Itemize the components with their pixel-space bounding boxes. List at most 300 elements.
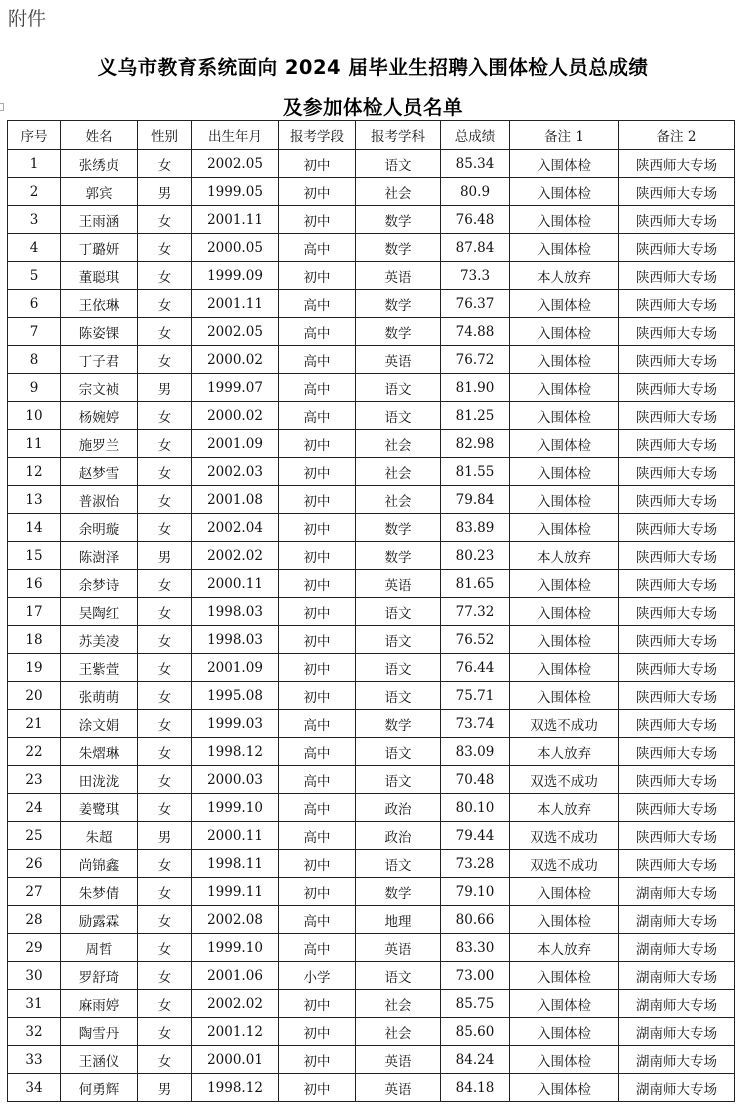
cell-birth: 2000.03 bbox=[192, 766, 279, 794]
table-row bbox=[8, 794, 735, 822]
cell-subject: 数学 bbox=[356, 542, 441, 570]
table-row bbox=[8, 346, 735, 374]
cell-gender: 女 bbox=[138, 486, 192, 514]
cell-score: 76.52 bbox=[441, 626, 510, 654]
cell-name: 杨婉婷 bbox=[61, 402, 138, 430]
cell-subject: 语文 bbox=[356, 766, 441, 794]
table-row bbox=[8, 878, 735, 906]
cell-birth: 2001.09 bbox=[192, 430, 279, 458]
cell-name: 郭宾 bbox=[61, 178, 138, 206]
cell-level: 高中 bbox=[279, 374, 356, 402]
cell-gender: 女 bbox=[138, 262, 192, 290]
cell-note2: 陕西师大专场 bbox=[619, 430, 735, 458]
cell-index: 20 bbox=[8, 682, 61, 710]
cell-gender: 女 bbox=[138, 766, 192, 794]
cell-note2: 陕西师大专场 bbox=[619, 822, 735, 850]
col-header-index: 序号 bbox=[8, 121, 61, 150]
cell-index: 27 bbox=[8, 878, 61, 906]
cell-gender: 女 bbox=[138, 738, 192, 766]
table-row bbox=[8, 990, 735, 1018]
cell-name: 王依琳 bbox=[61, 290, 138, 318]
col-header-subject: 报考学科 bbox=[356, 121, 441, 150]
cell-score: 79.84 bbox=[441, 486, 510, 514]
table-row bbox=[8, 374, 735, 402]
attachment-label: 附件 bbox=[8, 8, 47, 30]
cell-note2: 陕西师大专场 bbox=[619, 654, 735, 682]
cell-name: 朱超 bbox=[61, 822, 138, 850]
cell-note2: 陕西师大专场 bbox=[619, 402, 735, 430]
cell-score: 81.65 bbox=[441, 570, 510, 598]
col-header-note1: 备注 1 bbox=[510, 121, 619, 150]
cell-level: 初中 bbox=[279, 262, 356, 290]
cell-subject: 数学 bbox=[356, 710, 441, 738]
cell-name: 普淑怡 bbox=[61, 486, 138, 514]
cell-subject: 数学 bbox=[356, 878, 441, 906]
cell-note2: 陕西师大专场 bbox=[619, 374, 735, 402]
cell-name: 陈澍泽 bbox=[61, 542, 138, 570]
cell-note1: 双选不成功 bbox=[510, 710, 619, 738]
cell-gender: 女 bbox=[138, 514, 192, 542]
cell-index: 28 bbox=[8, 906, 61, 934]
cell-name: 宗文祯 bbox=[61, 374, 138, 402]
cell-score: 73.3 bbox=[441, 262, 510, 290]
cell-score: 87.84 bbox=[441, 234, 510, 262]
cell-level: 初中 bbox=[279, 990, 356, 1018]
cell-level: 初中 bbox=[279, 878, 356, 906]
cell-note1: 双选不成功 bbox=[510, 850, 619, 878]
cell-score: 81.90 bbox=[441, 374, 510, 402]
cell-name: 余梦诗 bbox=[61, 570, 138, 598]
table-row bbox=[8, 206, 735, 234]
cell-score: 73.74 bbox=[441, 710, 510, 738]
cell-name: 罗舒琦 bbox=[61, 962, 138, 990]
cell-subject: 语文 bbox=[356, 402, 441, 430]
cell-score: 80.66 bbox=[441, 906, 510, 934]
cell-index: 3 bbox=[8, 206, 61, 234]
cell-note2: 湖南师大专场 bbox=[619, 962, 735, 990]
table-row bbox=[8, 1074, 735, 1102]
cell-birth: 1999.05 bbox=[192, 178, 279, 206]
cell-note2: 陕西师大专场 bbox=[619, 542, 735, 570]
cell-birth: 1998.03 bbox=[192, 598, 279, 626]
cell-note2: 湖南师大专场 bbox=[619, 1018, 735, 1046]
cell-birth: 2000.01 bbox=[192, 1046, 279, 1074]
cell-level: 高中 bbox=[279, 402, 356, 430]
cell-score: 79.10 bbox=[441, 878, 510, 906]
cell-note2: 湖南师大专场 bbox=[619, 878, 735, 906]
cell-name: 苏美凌 bbox=[61, 626, 138, 654]
cell-score: 85.60 bbox=[441, 1018, 510, 1046]
cell-level: 小学 bbox=[279, 962, 356, 990]
cell-note2: 陕西师大专场 bbox=[619, 206, 735, 234]
table-row bbox=[8, 906, 735, 934]
cell-note1: 入围体检 bbox=[510, 962, 619, 990]
cell-note1: 本人放弃 bbox=[510, 542, 619, 570]
col-header-score: 总成绩 bbox=[441, 121, 510, 150]
cell-level: 高中 bbox=[279, 906, 356, 934]
cell-note2: 陕西师大专场 bbox=[619, 598, 735, 626]
table-header-row bbox=[8, 121, 735, 150]
cell-note1: 入围体检 bbox=[510, 318, 619, 346]
cell-index: 6 bbox=[8, 290, 61, 318]
cell-subject: 英语 bbox=[356, 1074, 441, 1102]
cell-name: 王雨涵 bbox=[61, 206, 138, 234]
cell-score: 83.89 bbox=[441, 514, 510, 542]
cell-subject: 语文 bbox=[356, 626, 441, 654]
table-row bbox=[8, 290, 735, 318]
cell-note2: 湖南师大专场 bbox=[619, 1046, 735, 1074]
cell-gender: 女 bbox=[138, 346, 192, 374]
cell-name: 张萌萌 bbox=[61, 682, 138, 710]
cell-index: 9 bbox=[8, 374, 61, 402]
cell-level: 高中 bbox=[279, 934, 356, 962]
cell-subject: 英语 bbox=[356, 934, 441, 962]
cell-note2: 湖南师大专场 bbox=[619, 906, 735, 934]
cell-index: 17 bbox=[8, 598, 61, 626]
table-row bbox=[8, 318, 735, 346]
cell-score: 79.44 bbox=[441, 822, 510, 850]
cell-note1: 入围体检 bbox=[510, 374, 619, 402]
cell-note1: 入围体检 bbox=[510, 570, 619, 598]
cell-birth: 1998.11 bbox=[192, 850, 279, 878]
cell-note1: 入围体检 bbox=[510, 906, 619, 934]
margin-marker bbox=[0, 103, 4, 111]
cell-level: 高中 bbox=[279, 318, 356, 346]
cell-name: 涂文娟 bbox=[61, 710, 138, 738]
cell-note2: 陕西师大专场 bbox=[619, 458, 735, 486]
table-row bbox=[8, 458, 735, 486]
cell-subject: 社会 bbox=[356, 430, 441, 458]
cell-note1: 入围体检 bbox=[510, 990, 619, 1018]
cell-note2: 陕西师大专场 bbox=[619, 738, 735, 766]
cell-birth: 2002.04 bbox=[192, 514, 279, 542]
table-row bbox=[8, 486, 735, 514]
cell-gender: 女 bbox=[138, 570, 192, 598]
cell-name: 尚锦鑫 bbox=[61, 850, 138, 878]
cell-gender: 女 bbox=[138, 794, 192, 822]
cell-gender: 男 bbox=[138, 1074, 192, 1102]
cell-note2: 陕西师大专场 bbox=[619, 794, 735, 822]
cell-subject: 语文 bbox=[356, 374, 441, 402]
cell-name: 姜鹭琪 bbox=[61, 794, 138, 822]
cell-score: 76.48 bbox=[441, 206, 510, 234]
cell-note2: 陕西师大专场 bbox=[619, 346, 735, 374]
table-row bbox=[8, 738, 735, 766]
table-row bbox=[8, 402, 735, 430]
cell-note2: 陕西师大专场 bbox=[619, 850, 735, 878]
cell-note2: 陕西师大专场 bbox=[619, 178, 735, 206]
cell-note1: 入围体检 bbox=[510, 598, 619, 626]
table-row bbox=[8, 542, 735, 570]
cell-index: 29 bbox=[8, 934, 61, 962]
cell-subject: 数学 bbox=[356, 234, 441, 262]
cell-level: 初中 bbox=[279, 178, 356, 206]
cell-score: 81.25 bbox=[441, 402, 510, 430]
cell-name: 朱梦倩 bbox=[61, 878, 138, 906]
cell-index: 8 bbox=[8, 346, 61, 374]
cell-note1: 入围体检 bbox=[510, 234, 619, 262]
cell-note1: 入围体检 bbox=[510, 430, 619, 458]
cell-index: 2 bbox=[8, 178, 61, 206]
cell-note2: 陕西师大专场 bbox=[619, 486, 735, 514]
cell-index: 32 bbox=[8, 1018, 61, 1046]
cell-birth: 2000.11 bbox=[192, 822, 279, 850]
col-header-note2: 备注 2 bbox=[619, 121, 735, 150]
cell-name: 麻雨婷 bbox=[61, 990, 138, 1018]
cell-level: 初中 bbox=[279, 542, 356, 570]
cell-score: 83.09 bbox=[441, 738, 510, 766]
cell-birth: 2001.09 bbox=[192, 654, 279, 682]
cell-gender: 女 bbox=[138, 318, 192, 346]
cell-note2: 湖南师大专场 bbox=[619, 934, 735, 962]
cell-score: 83.30 bbox=[441, 934, 510, 962]
cell-level: 初中 bbox=[279, 430, 356, 458]
cell-index: 11 bbox=[8, 430, 61, 458]
cell-score: 84.18 bbox=[441, 1074, 510, 1102]
cell-note1: 本人放弃 bbox=[510, 934, 619, 962]
cell-note1: 本人放弃 bbox=[510, 794, 619, 822]
cell-subject: 社会 bbox=[356, 990, 441, 1018]
cell-name: 王涵仪 bbox=[61, 1046, 138, 1074]
cell-birth: 1999.11 bbox=[192, 878, 279, 906]
cell-gender: 男 bbox=[138, 178, 192, 206]
cell-level: 高中 bbox=[279, 710, 356, 738]
cell-subject: 语文 bbox=[356, 682, 441, 710]
cell-index: 30 bbox=[8, 962, 61, 990]
cell-note1: 入围体检 bbox=[510, 878, 619, 906]
cell-level: 高中 bbox=[279, 766, 356, 794]
cell-level: 初中 bbox=[279, 486, 356, 514]
table-row bbox=[8, 178, 735, 206]
cell-index: 4 bbox=[8, 234, 61, 262]
cell-gender: 女 bbox=[138, 710, 192, 738]
cell-level: 高中 bbox=[279, 346, 356, 374]
cell-index: 24 bbox=[8, 794, 61, 822]
table-row bbox=[8, 710, 735, 738]
cell-score: 82.98 bbox=[441, 430, 510, 458]
cell-name: 丁璐妍 bbox=[61, 234, 138, 262]
document-subtitle: 及参加体检人员名单 bbox=[282, 96, 463, 119]
cell-index: 1 bbox=[8, 150, 61, 178]
cell-birth: 2000.02 bbox=[192, 402, 279, 430]
cell-note2: 陕西师大专场 bbox=[619, 150, 735, 178]
table-row bbox=[8, 850, 735, 878]
cell-level: 高中 bbox=[279, 794, 356, 822]
cell-birth: 2001.12 bbox=[192, 1018, 279, 1046]
cell-note1: 入围体检 bbox=[510, 486, 619, 514]
cell-birth: 1995.08 bbox=[192, 682, 279, 710]
cell-name: 赵梦雪 bbox=[61, 458, 138, 486]
col-header-birth: 出生年月 bbox=[192, 121, 279, 150]
cell-birth: 2001.11 bbox=[192, 206, 279, 234]
cell-score: 70.48 bbox=[441, 766, 510, 794]
cell-level: 初中 bbox=[279, 570, 356, 598]
cell-index: 13 bbox=[8, 486, 61, 514]
cell-birth: 1999.10 bbox=[192, 794, 279, 822]
cell-note1: 入围体检 bbox=[510, 682, 619, 710]
cell-gender: 女 bbox=[138, 962, 192, 990]
cell-subject: 数学 bbox=[356, 290, 441, 318]
cell-score: 76.72 bbox=[441, 346, 510, 374]
cell-note2: 陕西师大专场 bbox=[619, 290, 735, 318]
table-row bbox=[8, 682, 735, 710]
cell-birth: 1999.07 bbox=[192, 374, 279, 402]
cell-gender: 女 bbox=[138, 878, 192, 906]
cell-index: 14 bbox=[8, 514, 61, 542]
cell-birth: 2001.06 bbox=[192, 962, 279, 990]
cell-gender: 女 bbox=[138, 654, 192, 682]
cell-gender: 女 bbox=[138, 430, 192, 458]
cell-name: 董聪琪 bbox=[61, 262, 138, 290]
cell-birth: 2000.02 bbox=[192, 346, 279, 374]
results-table bbox=[7, 120, 735, 1102]
cell-note1: 入围体检 bbox=[510, 206, 619, 234]
cell-level: 初中 bbox=[279, 150, 356, 178]
cell-level: 初中 bbox=[279, 206, 356, 234]
cell-score: 85.75 bbox=[441, 990, 510, 1018]
cell-birth: 1998.12 bbox=[192, 738, 279, 766]
cell-level: 初中 bbox=[279, 626, 356, 654]
cell-gender: 女 bbox=[138, 626, 192, 654]
cell-gender: 女 bbox=[138, 682, 192, 710]
cell-score: 74.88 bbox=[441, 318, 510, 346]
cell-note1: 入围体检 bbox=[510, 150, 619, 178]
cell-subject: 社会 bbox=[356, 458, 441, 486]
cell-index: 34 bbox=[8, 1074, 61, 1102]
cell-note1: 入围体检 bbox=[510, 514, 619, 542]
table-row bbox=[8, 598, 735, 626]
cell-index: 15 bbox=[8, 542, 61, 570]
cell-note1: 本人放弃 bbox=[510, 738, 619, 766]
cell-name: 励露霖 bbox=[61, 906, 138, 934]
cell-level: 高中 bbox=[279, 738, 356, 766]
cell-note1: 本人放弃 bbox=[510, 262, 619, 290]
cell-level: 初中 bbox=[279, 1018, 356, 1046]
cell-name: 陈姿锞 bbox=[61, 318, 138, 346]
cell-score: 85.34 bbox=[441, 150, 510, 178]
cell-index: 16 bbox=[8, 570, 61, 598]
cell-gender: 女 bbox=[138, 1046, 192, 1074]
cell-index: 33 bbox=[8, 1046, 61, 1074]
cell-birth: 2000.05 bbox=[192, 234, 279, 262]
cell-level: 初中 bbox=[279, 850, 356, 878]
cell-birth: 2000.11 bbox=[192, 570, 279, 598]
col-header-gender: 性别 bbox=[138, 121, 192, 150]
cell-subject: 社会 bbox=[356, 1018, 441, 1046]
cell-note2: 陕西师大专场 bbox=[619, 710, 735, 738]
cell-score: 73.28 bbox=[441, 850, 510, 878]
cell-name: 何勇辉 bbox=[61, 1074, 138, 1102]
cell-name: 丁子君 bbox=[61, 346, 138, 374]
table-row bbox=[8, 934, 735, 962]
cell-birth: 2002.05 bbox=[192, 150, 279, 178]
cell-index: 26 bbox=[8, 850, 61, 878]
cell-birth: 1998.03 bbox=[192, 626, 279, 654]
col-header-name: 姓名 bbox=[61, 121, 138, 150]
cell-birth: 2002.03 bbox=[192, 458, 279, 486]
cell-score: 81.55 bbox=[441, 458, 510, 486]
cell-score: 80.9 bbox=[441, 178, 510, 206]
table-row bbox=[8, 262, 735, 290]
cell-birth: 2002.02 bbox=[192, 990, 279, 1018]
cell-subject: 政治 bbox=[356, 794, 441, 822]
cell-subject: 数学 bbox=[356, 318, 441, 346]
cell-subject: 政治 bbox=[356, 822, 441, 850]
cell-birth: 1999.09 bbox=[192, 262, 279, 290]
cell-subject: 数学 bbox=[356, 514, 441, 542]
cell-note1: 入围体检 bbox=[510, 626, 619, 654]
cell-note2: 陕西师大专场 bbox=[619, 682, 735, 710]
cell-subject: 英语 bbox=[356, 1046, 441, 1074]
table-row bbox=[8, 1018, 735, 1046]
cell-gender: 女 bbox=[138, 150, 192, 178]
table-row bbox=[8, 514, 735, 542]
cell-subject: 英语 bbox=[356, 262, 441, 290]
table-row bbox=[8, 234, 735, 262]
cell-level: 高中 bbox=[279, 290, 356, 318]
cell-name: 周哲 bbox=[61, 934, 138, 962]
cell-birth: 2001.11 bbox=[192, 290, 279, 318]
cell-note2: 陕西师大专场 bbox=[619, 262, 735, 290]
table-row bbox=[8, 626, 735, 654]
cell-index: 25 bbox=[8, 822, 61, 850]
cell-level: 初中 bbox=[279, 1074, 356, 1102]
table-row bbox=[8, 962, 735, 990]
table-row bbox=[8, 150, 735, 178]
cell-index: 12 bbox=[8, 458, 61, 486]
cell-note1: 双选不成功 bbox=[510, 766, 619, 794]
cell-score: 80.23 bbox=[441, 542, 510, 570]
cell-gender: 女 bbox=[138, 290, 192, 318]
cell-birth: 1999.03 bbox=[192, 710, 279, 738]
cell-note1: 入围体检 bbox=[510, 290, 619, 318]
cell-subject: 语文 bbox=[356, 598, 441, 626]
cell-score: 80.10 bbox=[441, 794, 510, 822]
cell-index: 19 bbox=[8, 654, 61, 682]
cell-index: 23 bbox=[8, 766, 61, 794]
cell-level: 高中 bbox=[279, 822, 356, 850]
cell-level: 初中 bbox=[279, 1046, 356, 1074]
cell-note1: 入围体检 bbox=[510, 1018, 619, 1046]
cell-gender: 男 bbox=[138, 542, 192, 570]
cell-gender: 女 bbox=[138, 234, 192, 262]
cell-index: 5 bbox=[8, 262, 61, 290]
cell-note2: 湖南师大专场 bbox=[619, 990, 735, 1018]
cell-subject: 数学 bbox=[356, 206, 441, 234]
cell-note1: 双选不成功 bbox=[510, 822, 619, 850]
cell-subject: 社会 bbox=[356, 178, 441, 206]
cell-note1: 入围体检 bbox=[510, 458, 619, 486]
cell-name: 张绣贞 bbox=[61, 150, 138, 178]
cell-note2: 陕西师大专场 bbox=[619, 570, 735, 598]
cell-index: 18 bbox=[8, 626, 61, 654]
cell-note1: 入围体检 bbox=[510, 402, 619, 430]
cell-name: 施罗兰 bbox=[61, 430, 138, 458]
cell-birth: 2002.08 bbox=[192, 906, 279, 934]
cell-gender: 女 bbox=[138, 850, 192, 878]
cell-index: 22 bbox=[8, 738, 61, 766]
col-header-level: 报考学段 bbox=[279, 121, 356, 150]
cell-note1: 入围体检 bbox=[510, 1046, 619, 1074]
cell-subject: 语文 bbox=[356, 738, 441, 766]
cell-gender: 男 bbox=[138, 374, 192, 402]
document-title: 义乌市教育系统面向 2024 届毕业生招聘入围体检人员总成绩 bbox=[97, 56, 649, 79]
cell-note1: 入围体检 bbox=[510, 346, 619, 374]
table-row bbox=[8, 430, 735, 458]
cell-score: 77.32 bbox=[441, 598, 510, 626]
cell-birth: 1999.10 bbox=[192, 934, 279, 962]
cell-name: 陶雪丹 bbox=[61, 1018, 138, 1046]
